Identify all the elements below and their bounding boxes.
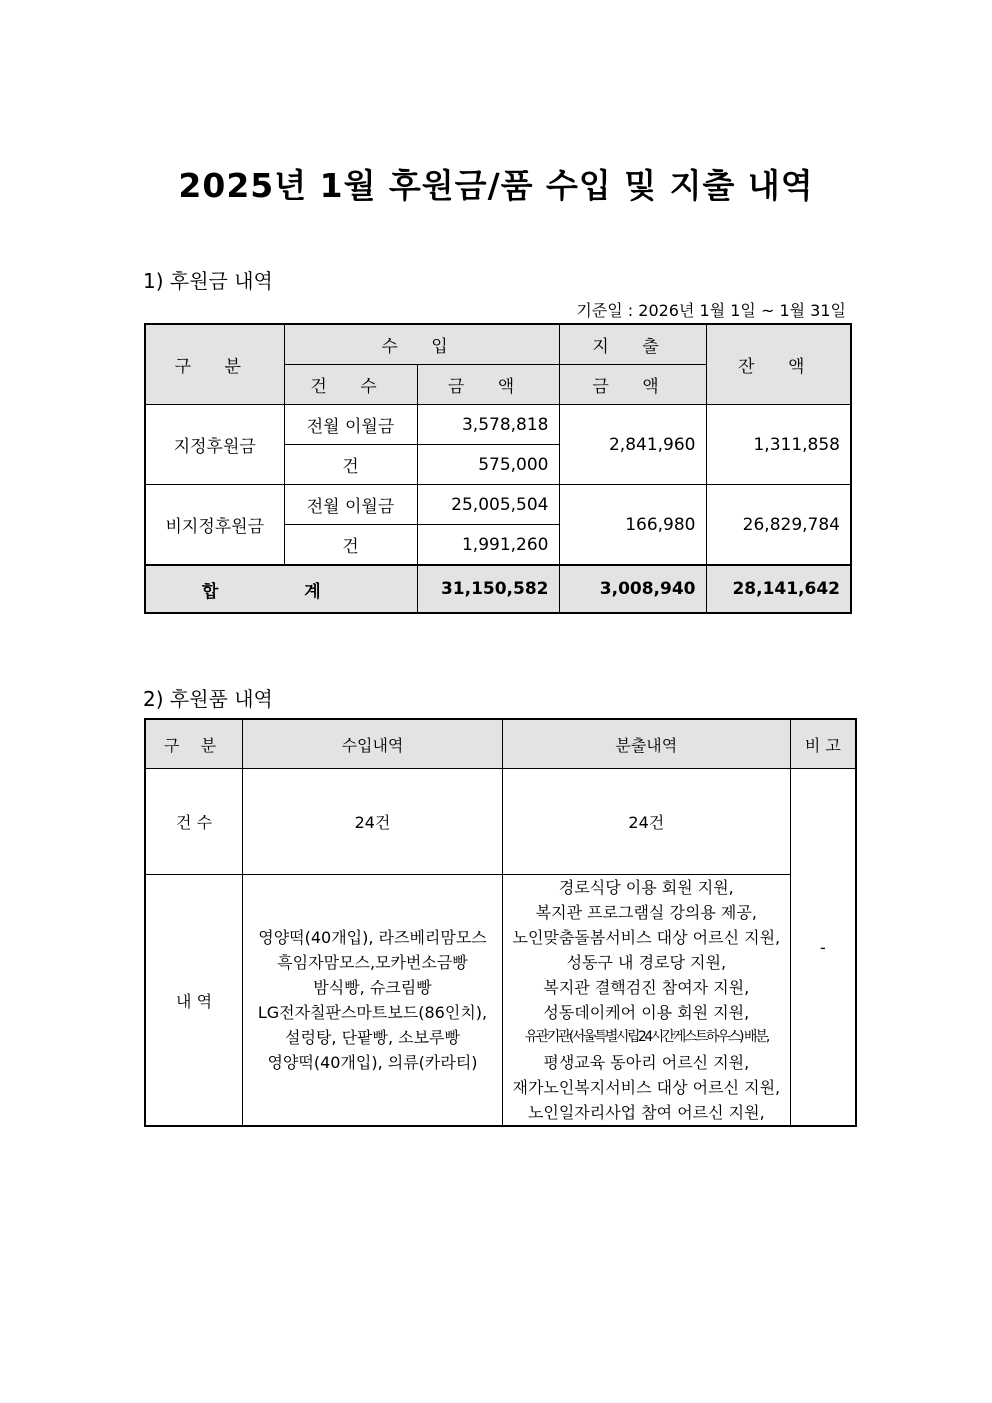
list-item: 성동데이케어 이용 회원 지원, <box>543 1003 750 1022</box>
table-row <box>145 875 856 1127</box>
list-item: 노인맞춤돌봄서비스 대상 어르신 지원, <box>512 928 781 947</box>
header-category: 구 분 <box>145 719 243 769</box>
list-item: 재가노인복지서비스 대상 어르신 지원, <box>512 1078 781 1097</box>
carry-label: 전월 이월금 <box>284 485 417 525</box>
header-balance: 잔 액 <box>706 324 851 405</box>
total-expense: 3,008,940 <box>559 565 706 613</box>
detail-row-label: 내 역 <box>145 875 243 1127</box>
donation-goods-table <box>144 718 857 1127</box>
list-item: 밤식빵, 슈크림빵 <box>313 978 432 997</box>
header-expense-amount: 금 액 <box>559 365 706 405</box>
page-title: 2025년 1월 후원금/품 수입 및 지출 내역 <box>178 166 814 205</box>
header-count: 건 수 <box>284 365 417 405</box>
total-row <box>145 565 851 613</box>
expense-amount: 2,841,960 <box>559 405 706 485</box>
table-row <box>145 769 856 875</box>
total-label: 합 계 <box>145 565 417 613</box>
section-2-heading: 2) 후원품 내역 <box>143 687 273 711</box>
list-item: 영양떡(40개입), 의류(카라티) <box>267 1053 478 1072</box>
carry-amount: 25,005,504 <box>417 485 559 525</box>
balance-amount: 1,311,858 <box>706 405 851 485</box>
distribution-count: 24건 <box>502 769 790 875</box>
count-row-label: 건 수 <box>145 769 243 875</box>
distribution-detail-list <box>502 875 790 1127</box>
header-expense: 지 출 <box>559 324 706 365</box>
balance-amount: 26,829,784 <box>706 485 851 566</box>
count-amount: 1,991,260 <box>417 525 559 566</box>
income-count: 24건 <box>243 769 503 875</box>
carry-amount: 3,578,818 <box>417 405 559 445</box>
income-detail-list <box>243 875 503 1127</box>
header-income-detail: 수입내역 <box>243 719 503 769</box>
list-item: 유관기관(서울특별시립24시간게스트하우스) 배분, <box>524 1029 768 1045</box>
row-label: 비지정후원금 <box>145 485 284 566</box>
list-item: 노인일자리사업 참여 어르신 지원, <box>527 1103 765 1122</box>
header-income: 수 입 <box>284 324 559 365</box>
list-item: 성동구 내 경로당 지원, <box>566 953 727 972</box>
count-label: 건 <box>284 525 417 566</box>
section-1-heading: 1) 후원금 내역 <box>143 269 273 293</box>
header-amount: 금 액 <box>417 365 559 405</box>
header-note: 비 고 <box>790 719 856 769</box>
header-category: 구 분 <box>145 324 284 405</box>
list-item: 설렁탕, 단팥빵, 소보루빵 <box>285 1028 460 1047</box>
table-row <box>145 405 851 445</box>
count-label: 건 <box>284 445 417 485</box>
carry-label: 전월 이월금 <box>284 405 417 445</box>
reference-date: 기준일 : 2026년 1월 1일 ~ 1월 31일 <box>576 301 846 320</box>
row-label: 지정후원금 <box>145 405 284 485</box>
total-income: 31,150,582 <box>417 565 559 613</box>
total-balance: 28,141,642 <box>706 565 851 613</box>
list-item: LG전자칠판스마트보드(86인치), <box>257 1003 488 1022</box>
list-item: 영양떡(40개입), 라즈베리맘모스 <box>258 928 487 947</box>
list-item: 복지관 결핵검진 참여자 지원, <box>543 978 750 997</box>
list-item: 평생교육 동아리 어르신 지원, <box>543 1053 750 1072</box>
donation-money-table <box>144 323 852 614</box>
list-item: 흑임자맘모스,모카번소금빵 <box>277 953 468 972</box>
count-amount: 575,000 <box>417 445 559 485</box>
note-value: - <box>790 769 856 1127</box>
table-row <box>145 485 851 525</box>
list-item: 경로식당 이용 회원 지원, <box>558 878 734 897</box>
header-distribution-detail: 분출내역 <box>502 719 790 769</box>
expense-amount: 166,980 <box>559 485 706 566</box>
list-item: 복지관 프로그램실 강의용 제공, <box>535 903 757 922</box>
